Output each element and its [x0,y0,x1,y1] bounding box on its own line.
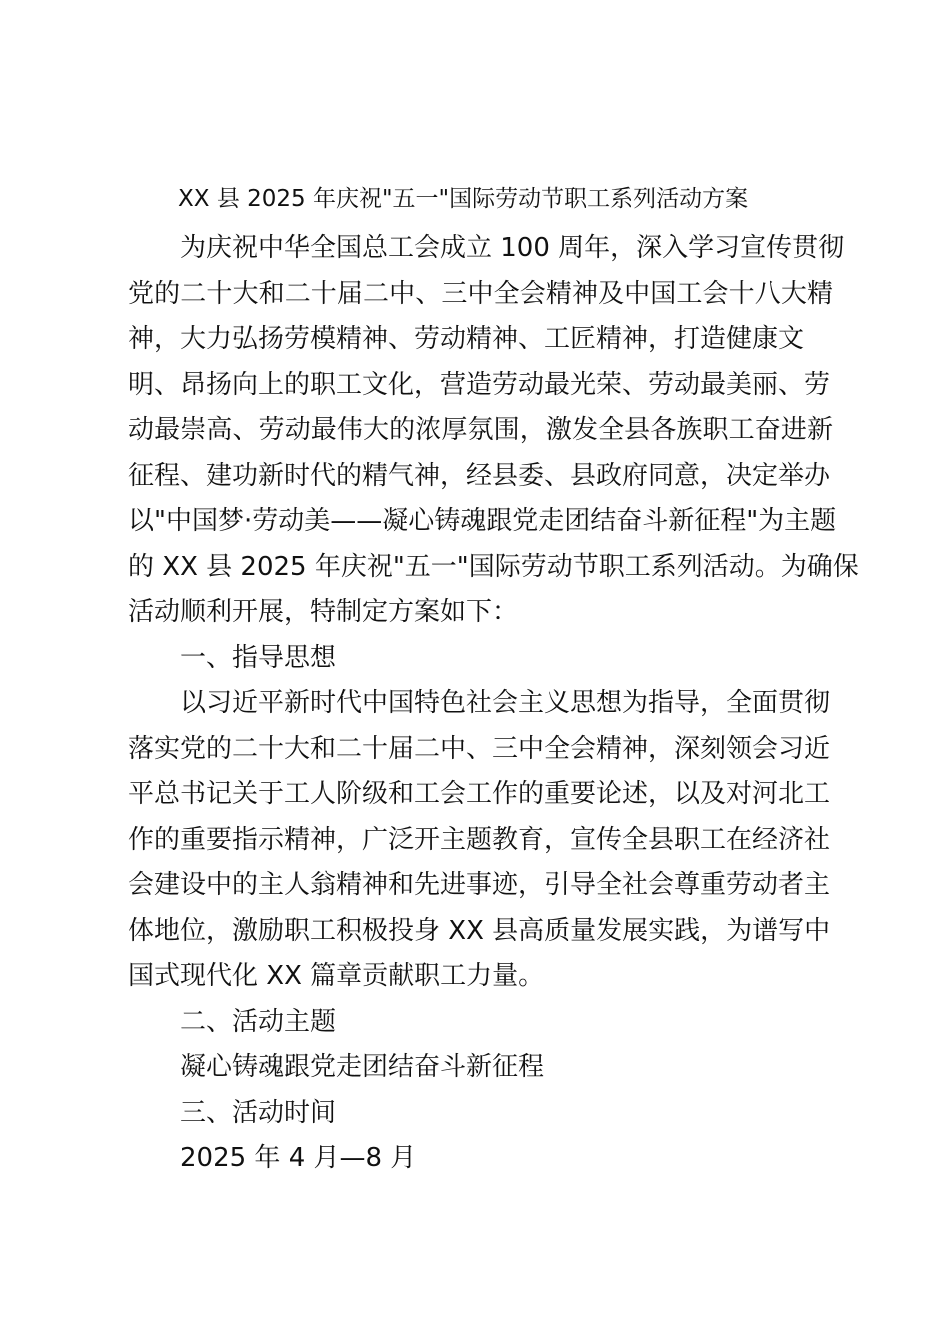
section1-line: 体地位，激励职工积极投身 XX 县高质量发展实践，为谱写中 [128,915,831,946]
intro-line: 以"中国梦·劳动美——凝心铸魂跟党走团结奋斗新征程"为主题 [128,506,837,536]
section1-line: 落实党的二十大和二十届二中、三中全会精神，深刻领会习近 [128,733,831,764]
intro-line: 明、昂扬向上的职工文化，营造劳动最光荣、劳动最美丽、劳 [128,369,831,400]
intro-line: 神，大力弘扬劳模精神、劳动精神、工匠精神，打造健康文 [128,324,805,354]
activity-theme-text: 凝心铸魂跟党走团结奋斗新征程 [180,1052,545,1082]
section1-line: 平总书记关于工人阶级和工会工作的重要论述，以及对河北工 [128,779,831,809]
document-body [128,226,859,1182]
intro-line: 动最崇高、劳动最伟大的浓厚氛围，激发全县各族职工奋进新 [128,415,833,445]
intro-line: 征程、建功新时代的精气神，经县委、县政府同意，决定举办 [128,460,831,491]
section-heading-activity-theme: 二、活动主题 [180,1006,337,1037]
intro-line: 活动顺利开展，特制定方案如下： [128,597,519,627]
section1-line: 会建设中的主人翁精神和先进事迹，引导全社会尊重劳动者主 [128,870,831,900]
intro-line: 党的二十大和二十届二中、三中全会精神及中国工会十八大精 [128,278,833,309]
section1-line: 以习近平新时代中国特色社会主义思想为指导，全面贯彻 [180,688,831,718]
section-heading-activity-time: 三、活动时间 [180,1097,337,1128]
document-title: XX 县 2025 年庆祝"五一"国际劳动节职工系列活动方案 [178,186,749,212]
section1-line: 作的重要指示精神，广泛开主题教育，宣传全县职工在经济社 [128,824,831,855]
section1-line: 国式现代化 XX 篇章贡献职工力量。 [128,961,545,991]
intro-line: 为庆祝中华全国总工会成立 100 周年，深入学习宣传贯彻 [180,233,845,263]
section-heading-guiding-ideology: 一、指导思想 [180,642,337,673]
activity-time-text: 2025 年 4 月—8 月 [180,1143,417,1173]
intro-line: 的 XX 县 2025 年庆祝"五一"国际劳动节职工系列活动。为确保 [128,551,859,582]
